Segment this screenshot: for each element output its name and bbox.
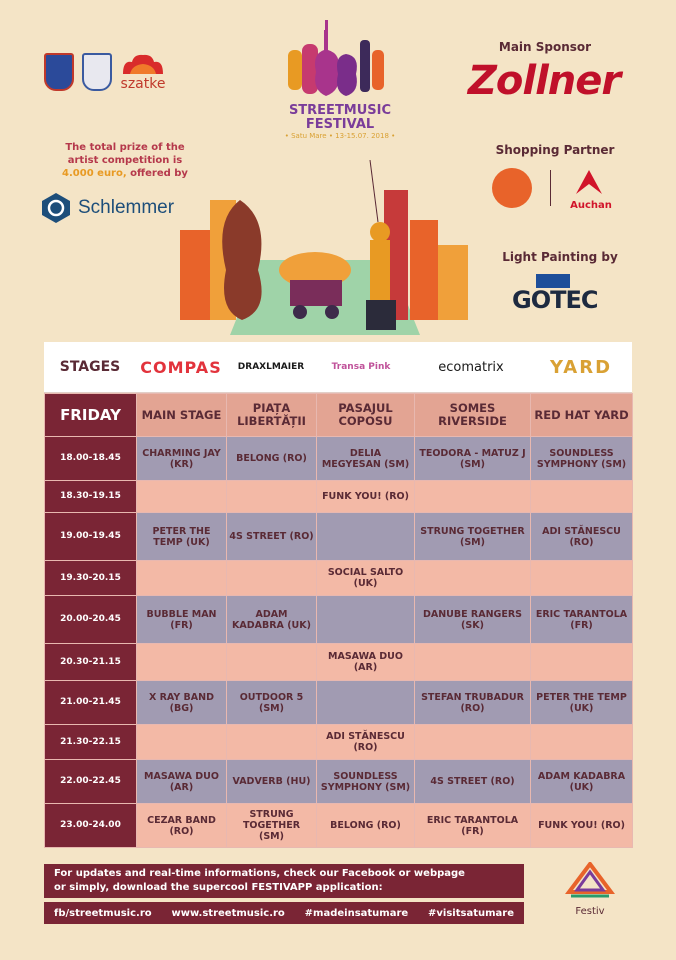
performance-cell: SOUNDLESS SYMPHONY (SM) <box>317 760 415 804</box>
performance-cell <box>317 596 415 644</box>
draxlmaier-logo: DRAXLMAIER <box>237 362 305 372</box>
performance-cell <box>137 561 227 596</box>
performance-cell <box>317 681 415 725</box>
festival-title-line-2: FESTIVAL <box>305 117 375 132</box>
performance-cell: DELIA MEGYESAN (SM) <box>317 437 415 481</box>
city-crests <box>44 52 166 92</box>
performance-cell: CEZAR BAND (RO) <box>137 804 227 848</box>
szatke-logo: szatke <box>120 52 166 92</box>
performance-cell <box>415 561 531 596</box>
performance-cell: MASAWA DUO (AR) <box>137 760 227 804</box>
stage-header: MAIN STAGE <box>137 394 227 437</box>
schedule-row <box>45 513 633 561</box>
schlemmer-logo <box>40 192 174 224</box>
ecomatrix-logo: ecomatrix <box>438 359 504 375</box>
performance-cell: VADVERB (HU) <box>227 760 317 804</box>
stage-header: SOMES RIVERSIDE <box>415 394 531 437</box>
performance-cell: FUNK YOU! (RO) <box>317 481 415 513</box>
stage-header: PASAJUL COPOSU <box>317 394 415 437</box>
performance-cell: OUTDOOR 5 (SM) <box>227 681 317 725</box>
performance-cell <box>137 725 227 760</box>
time-slot: 21.00-21.45 <box>45 681 137 725</box>
time-slot: 20.30-21.15 <box>45 644 137 681</box>
schedule-table <box>44 393 633 848</box>
performance-cell: ERIC TARANTOLA (FR) <box>531 596 633 644</box>
footer-info-line-2: or simply, download the supercool FESTIVAPP application: <box>54 882 383 893</box>
prize-line-4: offered by <box>130 168 188 179</box>
stage-header: RED HAT YARD <box>531 394 633 437</box>
performance-cell <box>227 725 317 760</box>
schedule-row <box>45 760 633 804</box>
prize-line-1: The total prize of the <box>65 142 185 153</box>
main-sponsor-label: Main Sponsor <box>498 40 592 54</box>
hashtag-madeinsatumare: #madeinsatumare <box>304 907 409 919</box>
hashtag-visitsatumare: #visitsatumare <box>428 907 514 919</box>
zollner-logo: Zollner <box>467 58 621 104</box>
city-crest-icon <box>82 53 112 91</box>
light-painting-label: Light Painting by <box>502 250 618 264</box>
time-slot: 20.00-20.45 <box>45 596 137 644</box>
schedule-row <box>45 561 633 596</box>
festiv-icon <box>565 862 615 902</box>
festival-title <box>240 104 440 132</box>
time-slot: 18.00-18.45 <box>45 437 137 481</box>
performance-cell <box>227 561 317 596</box>
performance-cell <box>317 513 415 561</box>
gotec-logo: GOTEC <box>512 286 598 314</box>
performance-cell <box>415 481 531 513</box>
schedule-row <box>45 725 633 760</box>
day-label: FRIDAY <box>45 394 137 437</box>
performance-cell: STRUNG TOGETHER (SM) <box>227 804 317 848</box>
performance-cell: BELONG (RO) <box>317 804 415 848</box>
time-slot: 21.30-22.15 <box>45 725 137 760</box>
schlemmer-hex-icon <box>40 192 72 224</box>
time-slot: 18.30-19.15 <box>45 481 137 513</box>
performance-cell: ADI STĂNESCU (RO) <box>531 513 633 561</box>
performance-cell: X RAY BAND (BG) <box>137 681 227 725</box>
performance-cell: TEODORA - MATUZ J (SM) <box>415 437 531 481</box>
performance-cell: CHARMING JAY (KR) <box>137 437 227 481</box>
schedule-row <box>45 644 633 681</box>
performance-cell: STEFAN TRUBADUR (RO) <box>415 681 531 725</box>
transa-pink-logo: Transa Pink <box>331 362 391 372</box>
performance-cell <box>415 725 531 760</box>
performance-cell: PETER THE TEMP (UK) <box>137 513 227 561</box>
stage-header: PIAȚA LIBERTĂȚII <box>227 394 317 437</box>
footer-info-line-1: For updates and real-time informations, check our Facebook or webpage <box>54 868 465 879</box>
performance-cell <box>531 725 633 760</box>
performance-cell: BELONG (RO) <box>227 437 317 481</box>
szatke-flower-icon <box>120 52 166 76</box>
performance-cell: MASAWA DUO (AR) <box>317 644 415 681</box>
time-slot: 19.00-19.45 <box>45 513 137 561</box>
time-slot: 19.30-20.15 <box>45 561 137 596</box>
performance-cell: 4S STREET (RO) <box>227 513 317 561</box>
shopping-partner-label: Shopping Partner <box>495 143 615 157</box>
footer-info <box>44 864 524 898</box>
time-slot: 23.00-24.00 <box>45 804 137 848</box>
performance-cell: SOUNDLESS SYMPHONY (SM) <box>531 437 633 481</box>
performance-cell <box>531 481 633 513</box>
performance-cell: PETER THE TEMP (UK) <box>531 681 633 725</box>
performance-cell: ADI STĂNESCU (RO) <box>317 725 415 760</box>
stages-label: STAGES <box>59 359 121 375</box>
performance-cell <box>227 481 317 513</box>
performance-cell: STRUNG TOGETHER (SM) <box>415 513 531 561</box>
festiv-logo <box>560 862 620 917</box>
schedule-row <box>45 437 633 481</box>
facebook-link[interactable]: fb/streetmusic.ro <box>54 907 152 919</box>
performance-cell: ADAM KADABRA (UK) <box>531 760 633 804</box>
festival-dates: • Satu Mare • 13-15.07. 2018 • <box>284 132 396 140</box>
prize-line-2: artist competition is <box>67 155 183 166</box>
festival-instruments-icon <box>280 20 400 104</box>
schedule-row <box>45 681 633 725</box>
festival-title-line-1: STREETMUSIC <box>288 103 392 118</box>
performance-cell <box>227 644 317 681</box>
festiv-text: Festiv <box>575 906 605 917</box>
schedule <box>44 342 632 848</box>
yard-logo: YARD <box>549 356 613 378</box>
performance-cell: FUNK YOU! (RO) <box>531 804 633 848</box>
schlemmer-text: Schlemmer <box>78 197 175 218</box>
performance-cell: 4S STREET (RO) <box>415 760 531 804</box>
time-slot: 22.00-22.45 <box>45 760 137 804</box>
performance-cell <box>137 481 227 513</box>
performance-cell: ADAM KADABRA (UK) <box>227 596 317 644</box>
performance-cell: BUBBLE MAN (FR) <box>137 596 227 644</box>
shopping-center-logo-icon <box>492 168 532 208</box>
sponsor-divider <box>550 170 551 206</box>
schedule-row <box>45 596 633 644</box>
schedule-row <box>45 804 633 848</box>
performance-cell: SOCIAL SALTO (UK) <box>317 561 415 596</box>
prize-amount: 4.000 euro, <box>62 168 127 179</box>
auchan-bird-icon <box>574 168 604 196</box>
street-illustration <box>170 160 480 335</box>
performance-cell <box>531 644 633 681</box>
stage-header-row <box>45 394 633 437</box>
stage-sponsors-row <box>44 342 632 393</box>
footer-links <box>44 902 524 924</box>
performance-cell <box>415 644 531 681</box>
county-crest-icon <box>44 53 74 91</box>
performance-cell: DANUBE RANGERS (SK) <box>415 596 531 644</box>
compas-logo: COMPAS <box>140 357 222 377</box>
website-link[interactable]: www.streetmusic.ro <box>171 907 285 919</box>
performance-cell: ERIC TARANTOLA (FR) <box>415 804 531 848</box>
performance-cell <box>531 561 633 596</box>
performance-cell <box>137 644 227 681</box>
schedule-row <box>45 481 633 513</box>
auchan-logo: Auchan <box>570 200 612 211</box>
